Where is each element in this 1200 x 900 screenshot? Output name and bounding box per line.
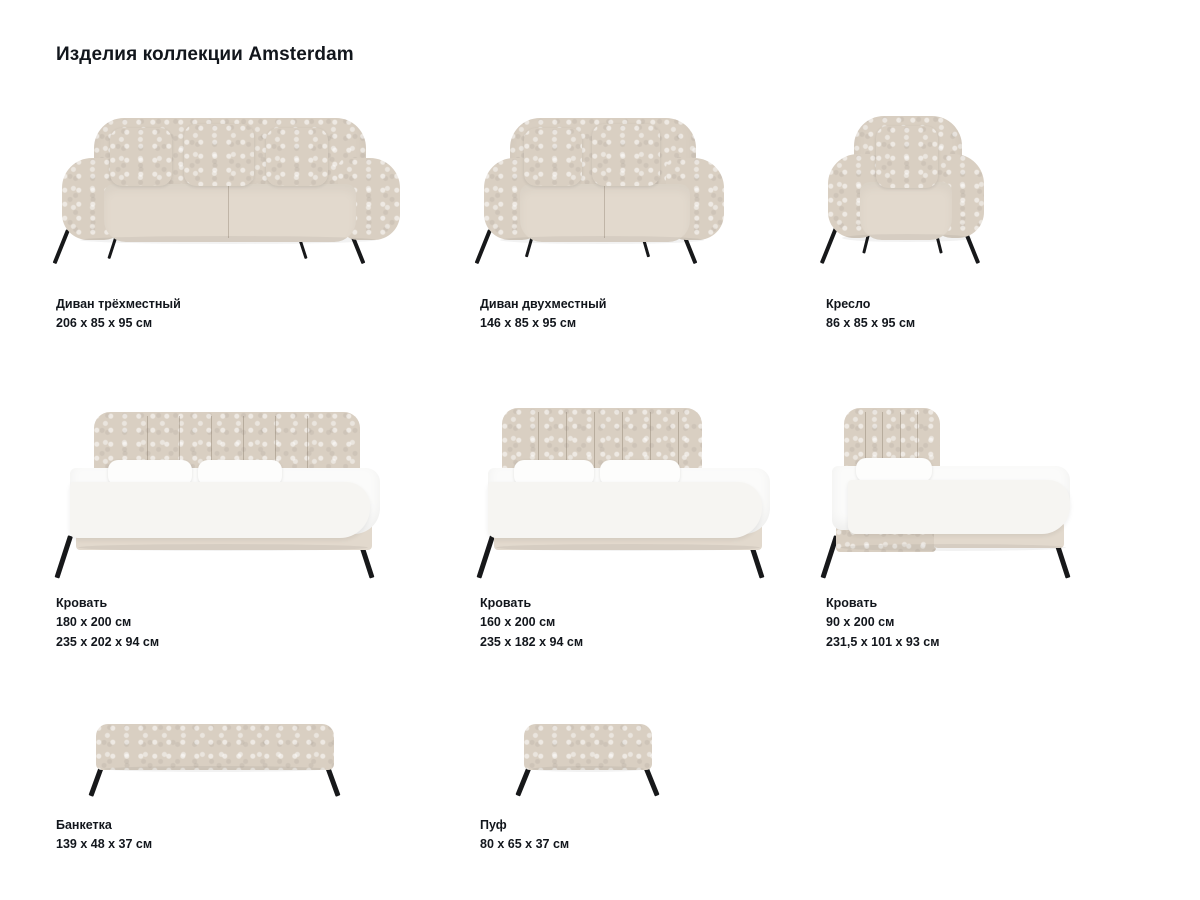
product-name: Пуф xyxy=(480,817,507,832)
product-caption xyxy=(480,594,826,652)
product-card-armchair[interactable] xyxy=(826,110,1144,334)
product-name: Банкетка xyxy=(56,817,112,832)
product-row-beds xyxy=(56,394,1144,652)
product-caption xyxy=(480,295,826,334)
product-name: Кресло xyxy=(826,297,871,311)
three-seat-sofa-icon xyxy=(56,110,480,285)
product-name: Диван трёхместный xyxy=(56,297,181,311)
product-dimensions: 80 x 65 x 37 см xyxy=(480,837,570,852)
armchair-icon xyxy=(826,110,1144,285)
product-size: 180 x 200 см xyxy=(56,615,132,630)
product-row-bench xyxy=(56,710,1144,855)
bench-icon xyxy=(56,710,480,806)
product-card-two-seat-sofa[interactable] xyxy=(480,110,826,334)
product-card-bench[interactable] xyxy=(56,710,480,855)
product-row-seating xyxy=(56,110,1144,334)
two-seat-sofa-icon xyxy=(480,110,826,285)
product-name: Диван двухместный xyxy=(480,297,607,311)
pouf-icon xyxy=(480,710,826,806)
product-name: Кровать xyxy=(480,595,532,610)
product-caption xyxy=(56,295,480,334)
product-card-bed-180[interactable] xyxy=(56,394,480,652)
product-dimensions: 235 x 202 x 94 см xyxy=(56,634,160,649)
bed-medium-icon xyxy=(480,394,826,584)
product-caption xyxy=(826,594,1144,652)
bed-single-icon xyxy=(826,394,1144,584)
product-name: Кровать xyxy=(56,595,108,610)
product-dimensions: 139 x 48 x 37 см xyxy=(56,837,153,852)
product-size: 90 x 200 см xyxy=(826,615,895,630)
product-dimensions: 206 x 85 x 95 см xyxy=(56,316,153,331)
product-card-three-seat-sofa[interactable] xyxy=(56,110,480,334)
product-card-bed-90[interactable] xyxy=(826,394,1144,652)
product-dimensions: 86 x 85 x 95 см xyxy=(826,316,916,331)
product-dimensions: 146 x 85 x 95 см xyxy=(480,316,577,331)
product-card-pouf[interactable] xyxy=(480,710,826,855)
product-size: 160 x 200 см xyxy=(480,615,556,630)
product-card-empty xyxy=(826,710,1144,855)
product-dimensions: 235 x 182 x 94 см xyxy=(480,634,584,649)
page-title: Изделия коллекции Amsterdam xyxy=(56,44,354,65)
product-caption xyxy=(826,295,1144,334)
product-dimensions: 231,5 x 101 x 93 см xyxy=(826,634,940,649)
product-caption xyxy=(480,816,826,855)
product-caption xyxy=(56,594,480,652)
bed-large-icon xyxy=(56,394,480,584)
product-caption xyxy=(56,816,480,855)
product-name: Кровать xyxy=(826,595,878,610)
product-card-bed-160[interactable] xyxy=(480,394,826,652)
